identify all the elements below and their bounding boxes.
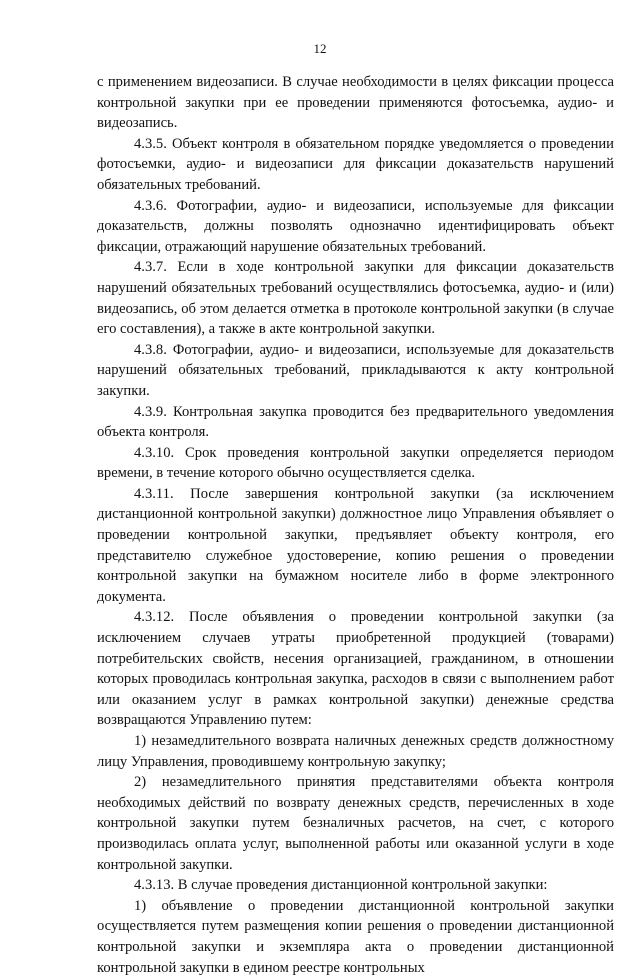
paragraph: 4.3.8. Фотографии, аудио- и видеозаписи, используемые для доказательств нарушений обязательных требований, прикладываются к акту контрольной закупки. xyxy=(97,341,614,399)
paragraph: 1) незамедлительного возврата наличных денежных средств должностному лицу Управления, проводившему контрольную закупку; xyxy=(97,733,614,770)
paragraph: 4.3.10. Срок проведения контрольной закупки определяется периодом времени, в течение которого обычно осуществляется сделка. xyxy=(97,444,614,482)
paragraph: с применением видеозаписи. В случае необходимости в целях фиксации процесса контрольной закупки при ее проведении применяются фотосъемка, аудио- и видеозапись. xyxy=(97,74,614,132)
paragraph: 4.3.7. Если в ходе контрольной закупки для фиксации доказательств нарушений обязательных требований осуществлялись фотосъемка, аудио- и (или) видеозапись, об этом делается отметка в протоколе контрольной закупки (в случае его составления), а также в акте контрольной закупки. xyxy=(97,259,614,338)
page-number: 12 xyxy=(313,41,327,56)
paragraph: 4.3.6. Фотографии, аудио- и видеозаписи, используемые для фиксации доказательств, должны позволять однозначно идентифицировать объект фиксации, отражающий нарушение обязательных требований. xyxy=(97,197,614,255)
paragraph: 4.3.12. После объявления о проведении контрольной закупки (за исключением случаев утраты приобретенной продукцией (товарами) потребительских свойств, несения организацией, гражданином, в отношении которых проводилась контрольная закупка, расходов в связи с выполнением работ или оказанием услуг в рамках контрольной закупки) денежные средства возвращаются Управлению путем: xyxy=(97,609,614,729)
paragraph: 4.3.9. Контрольная закупка проводится без предварительного уведомления объекта контроля. xyxy=(97,403,614,441)
document-body xyxy=(97,72,614,978)
paragraph: 2) незамедлительного принятия представителями объекта контроля необходимых действий по возврату денежных средств, перечисленных в ходе контрольной закупки путем безналичных расчетов, на счет, с которого производилась оплата услуг, выполненной работы или оказанной услуги в ходе контрольной закупки. xyxy=(97,774,614,873)
paragraph: 1) объявление о проведении дистанционной контрольной закупки осуществляется путем размещения копии решения о проведении дистанционной контрольной закупки и экземпляра акта о проведении дистанционной контрольной закупки в едином реестре контрольных xyxy=(97,897,614,976)
paragraph: 4.3.13. В случае проведения дистанционной контрольной закупки: xyxy=(134,877,548,894)
paragraph: 4.3.11. После завершения контрольной закупки (за исключением дистанционной контрольной закупки) должностное лицо Управления объявляет о проведении контрольной закупки, предъявляет объекту контроля, его представителю служебное удостоверение, копию решения о проведении контрольной закупки на бумажном носителе либо в форме электронного документа. xyxy=(97,485,614,605)
paragraph: 4.3.5. Объект контроля в обязательном порядке уведомляется о проведении фотосъемки, аудио- и видеозаписи для фиксации доказательств нарушений обязательных требований. xyxy=(97,135,614,193)
